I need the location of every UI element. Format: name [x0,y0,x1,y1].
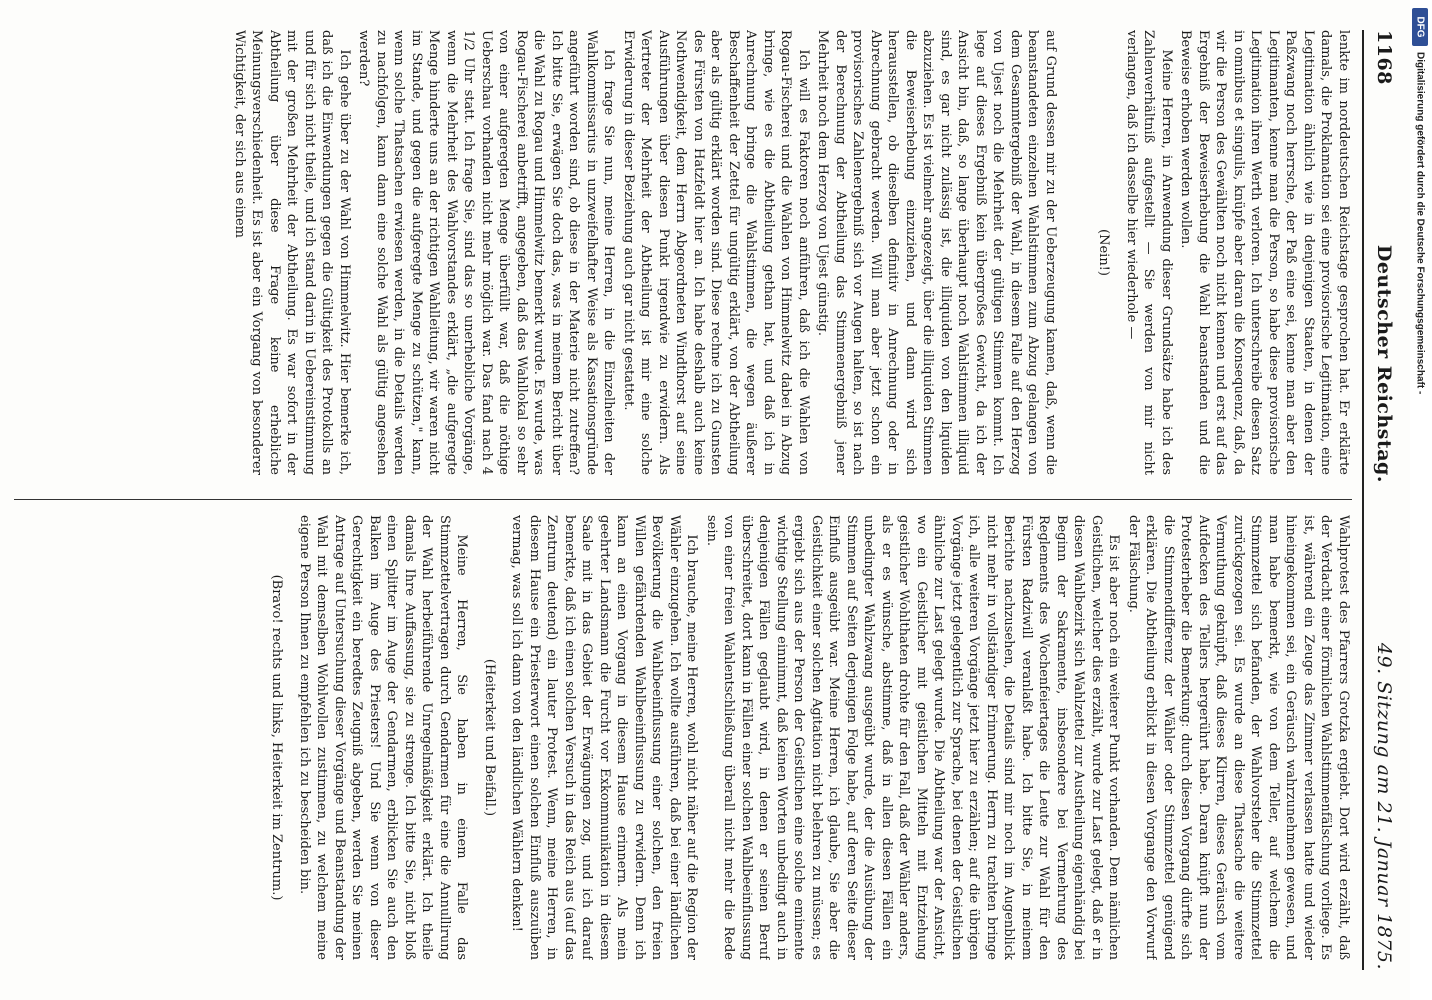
right-text-column [14,515,1352,960]
paragraph: auf Grund dessen mir zu der Ueberzeugung kamen, daß, wenn die beanstandeten einzelnen Wahlstimmen zum Abzug gelangen von dem Gesammtergebniß der Wahl, in diesem Falle auf den Herzog von Ujest noch die Mehrheit der gültigen Stimmen kommt. Ich lege auf dieses Ergebniß kein übergroßes Gewicht, da ich der Ansicht bin, daß, so lange überhaupt noch Wahlstimmen illiquid sind, es gar nicht zulässig ist, die illiquiden von den liquiden abzuziehen. Es ist vielmehr angezeigt, über die illiquiden Stimmen die Beweiserhebung einzuziehen, und dann wird sich herausstellen, ob dieselben definitiv in Anrechnung oder in Abrechnung gebracht werden. Will man aber jetzt schon ein provisorisches Zahlenergebniß sich vor Augen halten, so ist nach der Berechnung der Abtheilung das Stimmenergebniß jener Mehrheit noch dem Herzog von Ujest günstig. [815,30,1058,475]
paragraph: Ich gehe über zu der Wahl von Himmelwitz. Hier bemerke ich, daß ich die Einwendungen gegen die Gültigkeit des Protokolls an und für sich nicht theile, und ich stand darin in Uebereinstimmung mit der großen Mehrheit der Abtheilung. Es war sofort in der Abtheilung über diese Frage keine erhebliche Meinungsverschiedenheit. Es ist aber ein Vorgang von besonderer Wichtigkeit, der sich aus einem [232,30,352,475]
paragraph: Meine Herren, Sie haben in einem Falle das Stimmzettelvertragen durch Gendarmen für eine die Annullirung der Wahl herbeiführende Unregelmäßigkeit erklärt. Ich theile damals Ihre Auffassung, sie zu strenge. Ich bitte Sie, nicht bloß einen Splitter im Auge der Gendarmen, erblicken Sie auch den Balken im Auge des Priesters! Und Sie wenn von dieser Gerechtigkeit ein beredtes Zeugniß abgeben, werden Sie meinen Antrage auf Untersuchung dieser Vorgänge und Beanstandung der Wahl mit demselben Wohlwollen zustimmen, zu welchem meine eigene Person Ihnen zu empfehlen ich zu bescheiden bin. [297,515,470,960]
interjection: (Nein!) [1096,229,1112,276]
paragraph: Wahlprotest des Pfarrers Grotzka ergiebt. Dort wird erzählt, daß der Verdacht einer förmlichen Wahlstimmenfälschung vorliege. Es ist, während ein Zeuge das Zimmer verlassen hatte und wieder hineingekommen sei, ein Geräusch wahrzunehmen gewesen, und man habe bemerkt, wie von dem Teller, auf welchem die Stimmzettel sich befanden, der Wahlvorsteher die Stimmzettel zurückgezogen sei. Es wurde an diese Thatsache die weitere Vermuthung geknüpft, daß dieses Klirren, dieses Geräusch vom Aufdecken des Tellers hergerührt habe. Daran knüpft nun der Protesterheber die Bemerkung: durch diesen Vorgang dürfte sich die Stimmendifferenz der Wähler oder Stimmzettel genügend erklären. Die Abtheilung erblickt in diesen Vorgange den Vorwurf der Fälschung. [1126,515,1351,960]
paragraph: Ich frage Sie nun, meine Herren, in die Einzelheiten der Wahlkommissarius in unzweifelhafter Weise als Kassationsgründe angeführt worden sind, ob diese in der Materie nicht zutreffen? Ich bitte Sie, erwägen Sie doch das, was in meinem Bericht über die Wahl zu Rogau und Himmelwitz bemerkt wurde. Es wurde, was Rogau-Fischerei anbetrifft, angegeben, daß das Wahllokal so sehr von einer aufgeregten Menge überfüllt war, daß die nöthige Ueberschau vorhanden nicht mehr möglich war. Das fand nach 4 1/2 Uhr statt. Ich frage Sie, sind das so unerhebliche Vorgänge, wenn die Mehrheit des Wahlvorstandes erklärt, „die aufgeregte Menge hinderte uns an der richtigen Wahlleitung, wir waren nicht im Stande, und gegen die aufgeregte Menge zu schützen," kann, wenn solche Thatsachen erwiesen werden, in die Details werden zu nachfolgen, kann dann eine solche Wahl als gültig angesehen werden? [356,30,617,475]
paragraph: Ich will es Faktoren noch anführen, daß ich die Wahlen von Rogau-Fischerei und die Wahlen von Himmelwitz dabei in Abzug bringe, wie es die Abtheilung gethan hat, und daß ich in Anrechnung bringe die Wahlstimmen, die wegen äußerer Beschaffenheit der Zettel für ungültig erklärt, von der Abtheilung aber als gültig erklärt worden sind. Diese rechne ich zu Gunsten des Fürsten von Hatzfeldt hier an. Ich habe deshalb auch keine Nothwendigkeit, dem Herrn Abgeordneten Windthorst auf seine Ausführungen über diesen Punkt irgendwie zu erwidern. Als Vertreter der Mehrheit der Abtheilung ist mir eine solche Erwiderung in dieser Beziehung auch gar nicht gestattet. [621,30,811,475]
dfg-logo [1412,8,1428,46]
dfg-logo-text: DFG [1414,16,1426,38]
digitization-credit: Digitalisierung gefördert durch die Deutsche Forschungsgemeinschaft - [1414,52,1426,395]
publication-title: Deutscher Reichstag. [1373,244,1395,483]
paragraph: Meine Herren, in Anwendung dieser Grundsätze habe ich des Zahlenverhältniß aufgestellt — Sie werden von mir nicht verlangen, daß ich dasselbe hier wiederhole — [1124,30,1174,475]
column-gap [1059,30,1085,475]
paragraph: lenkte im norddeutschen Reichstage gesprochen hat. Er erklärte damals, die Proklamation sei eine provisorische Legitimation, eine Legitimation ähnlich wie in denjenigen Staaten, in denen der Paßzwang noch herrsche, der Paß eine sei, kenne man aber den Legitimanten, kenne man die Person, so habe diese provisorische Legitimation ihren Werth verloren. Ich unterschreibe diesen Satz in omnibus et singulis, knüpfe aber daran die Konsequenz, daß, da wir die Person des Gewählten noch nicht kennen und erst auf das Ergebniß der Beweiserhebung die Wahl beanstanden und die Beweise erhoben werden wollen. [1178,30,1351,475]
left-text-column [14,30,1352,475]
interjection: (Bravo! rechts und links, Heiterkeit im Zentrum.) [269,574,285,901]
paragraph: Ich brauche, meine Herren, wohl nicht näher auf die Region der Wähler einzugehen. Ich wollte ausführen, daß bei einer ländlichen Bevölkerung die Wahlbeeinflussung einer solchen, den freien Willen gefährdenden Wahlbeeinflussung zu erwidern. Denn ich kann an einen Vorgang in diesem Hause erinnern. Als mein geehrter Landsmann die Furcht vor Exkommunikation in diesem Saale mit in das Gebiet der Erwägungen zog, und ich darauf bemerkte, daß ich einen solchen Versuch in das Reich aus (auf das Zentrum deutend) ein lauter Protest. Wenn, meine Herren, in diesem Hause ein Priesterwort einen solchen Einfluß auszuüben vermag, was soll ich dann von den ländlichen Wählern denken! [509,515,700,960]
paragraph: Es ist aber noch ein weiterer Punkt vorhanden. Dem nämlichen Geistlichen, welcher dies erzählt, wurde zur Last gelegt, daß er in diesen Wahlbezirk sich Wahlzettel zur Austheilung eigenhändig bei Beginn der Sakramente, insbesondere bei Vermehrung des Reglements des Wochenfeiertages die Leute zur Wahl für den Fürsten Radziwill veranlaßt habe. Ich bitte Sie, in meinem Berichte nachzusehen, die Details sind mir noch im Augenblick nicht mehr in vollständiger Erinnerung. Herrn zu trachten bringe ich, alle weiteren Vorgänge jetzt hier zu erzählen; auf die übrigen Vorgänge jetzt gelegentlich zur Sprache, bei denen der Geistlichen ähnliche zur Last gelegt wurde. Die Abtheilung war der Ansicht, wo ein Geistlicher mit geistlichen Mitteln mit Entziehung geistlicher Wohlthaten drohte für den Fall, daß der Wähler anders, als er es wünsche, abstimme, daß in allen diesen Fällen ein unbedingter Wahlzwang ausgeübt wurde, der die Ausübung der Stimmen auf Seiten derjenigen Folge habe, auf deren Seite dieser Einfluß ausgeübt war. Meine Herren, ich glaube, Sie aber die Geistlichkeit einer solchen Agitation nicht belehren zu müssen; es ergiebt sich aus der Person der Geistlichen eine solche eminente wichtige Stellung einnimmt, daß keinen Worten unbedingt auch in denjenigen Fällen geglaubt wird, in denen er seinen Beruf überschreitet, dort kann in Fällen einer solchen Wahlbeeinflussung von einer freien Wahlentschließung überall nicht mehr die Rede sein. [704,515,1122,960]
column-divider [14,499,1352,500]
digitization-credit-strip [1412,8,1428,988]
interjection: (Heiterkeit und Beifall.) [482,658,497,817]
page-header [1362,30,1404,970]
session-heading: 49. Sitzung am 21. Januar 1875. [1373,642,1395,970]
page-number: 1168 [1373,30,1395,85]
